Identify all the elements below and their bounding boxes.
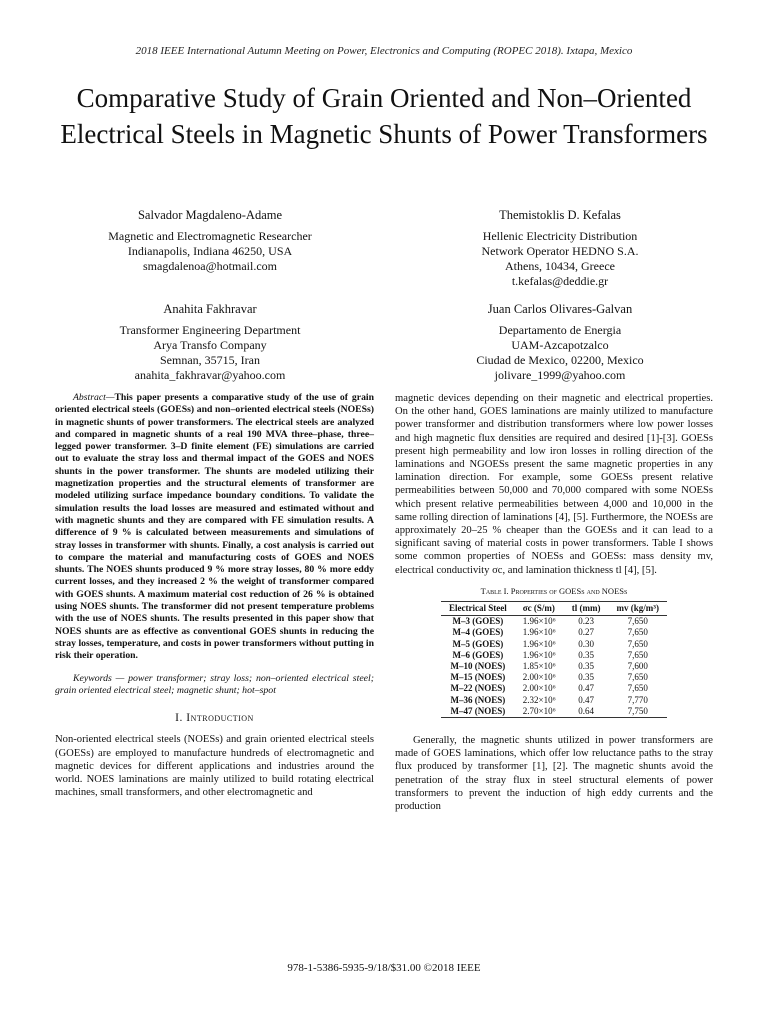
author-affiliation: Network Operator HEDNO S.A.	[481, 244, 639, 258]
intro-paragraph: Non-oriented electrical steels (NOESs) and grain oriented electrical steels (GOESs) are employed to manufacture hundreds of electromagnetic and magnetic devices for different applications and industries around the world. NOES laminations are mainly utilized to build rotating electrical machines, small transformers, and other electromagnetic and	[55, 734, 374, 799]
table-cell: M–3 (GOES)	[452, 616, 504, 627]
author-address: Semnan, 35715, Iran	[160, 353, 260, 367]
table-cell: 0.47	[578, 694, 594, 705]
table-cell: 0.30	[578, 638, 594, 649]
author-email: jolivare_1999@yahoo.com	[494, 368, 626, 382]
table-cell: 1.96×10⁶	[522, 638, 556, 649]
table-row	[441, 627, 667, 638]
author-address: Athens, 10434, Greece	[505, 259, 615, 273]
left-column	[55, 392, 374, 799]
column-header: Electrical Steel	[441, 602, 515, 616]
author-affiliation: Transformer Engineering Department	[119, 323, 301, 337]
table-row	[441, 616, 667, 628]
table-row	[441, 661, 667, 672]
author-affiliation: Hellenic Electricity Distribution	[482, 229, 638, 243]
table-cell: 1.85×10⁶	[522, 661, 556, 672]
table-cell: M–5 (GOES)	[452, 638, 504, 649]
author-block	[60, 208, 360, 274]
section-heading: I. Introduction	[175, 712, 254, 725]
table-cell: 1.96×10⁶	[522, 616, 556, 627]
table-cell: M–47 (NOES)	[441, 706, 515, 718]
table-cell: 0.23	[578, 616, 594, 627]
table-cell: 7,650	[627, 627, 648, 638]
author-name: Themistoklis D. Kefalas	[499, 208, 621, 222]
keywords: Keywords — power transformer; stray loss; non–oriented electrical steel; grain oriented electrical steel; magnetic shunt; hot–spot	[55, 672, 374, 696]
conference-header: 2018 IEEE International Autumn Meeting on Power, Electronics and Computing (ROPEC 2018). Ixtapa, Mexico	[135, 45, 633, 57]
table-cell: 0.64	[564, 706, 609, 718]
table-row	[441, 672, 667, 683]
table-cell: 7,650	[627, 638, 648, 649]
table-cell: 0.35	[578, 661, 594, 672]
table-row	[441, 639, 667, 650]
table-cell: M–10 (NOES)	[450, 661, 506, 672]
table-cell: M–36 (NOES)	[450, 694, 506, 705]
author-email: t.kefalas@deddie.gr	[511, 274, 609, 288]
table-cell: 2.00×10⁶	[522, 683, 556, 694]
author-block	[410, 208, 710, 289]
abstract	[55, 392, 374, 663]
table-cell: 7,650	[627, 616, 648, 627]
table-cell: 1.96×10⁶	[522, 649, 556, 660]
author-name: Anahita Fakhravar	[163, 302, 257, 316]
author-block	[60, 302, 360, 383]
table-cell: 0.35	[578, 649, 594, 660]
author-affiliation: Magnetic and Electromagnetic Researcher	[108, 229, 312, 243]
column-header: tl (mm)	[564, 602, 609, 616]
table-cell: 7,600	[627, 661, 648, 672]
table-cell: 7,650	[627, 683, 648, 694]
page-footer: 978-1-5386-5935-9/18/$31.00 ©2018 IEEE	[287, 962, 481, 974]
table-row	[441, 650, 667, 661]
author-affiliation: Arya Transfo Company	[153, 338, 267, 352]
author-name: Salvador Magdaleno-Adame	[137, 208, 283, 222]
author-name: Juan Carlos Olivares-Galvan	[487, 302, 633, 316]
table-cell: 2.70×10⁶	[515, 706, 564, 718]
table-cell: 0.47	[578, 683, 594, 694]
table-cell: 1.96×10⁶	[522, 627, 556, 638]
author-address: Ciudad de Mexico, 02200, Mexico	[476, 353, 644, 367]
table-cell: M–22 (NOES)	[450, 683, 506, 694]
table-cell: 7,650	[627, 672, 648, 683]
table-row	[441, 695, 667, 706]
table-cell: M–15 (NOES)	[450, 672, 506, 683]
abstract-lead: Abstract—	[73, 392, 115, 403]
author-address: Indianapolis, Indiana 46250, USA	[127, 244, 293, 258]
table-cell: 7,650	[627, 649, 648, 660]
column-header: mv (kg/m³)	[609, 602, 667, 616]
table-cell: 7,770	[627, 694, 648, 705]
table-cell: 2.32×10⁶	[522, 694, 556, 705]
table-cell: M–6 (GOES)	[452, 649, 504, 660]
table-cell: M–4 (GOES)	[452, 627, 504, 638]
table-row	[441, 706, 667, 718]
table-row	[441, 683, 667, 694]
table-cell: 2.00×10⁶	[522, 672, 556, 683]
author-email: smagdalenoa@hotmail.com	[142, 259, 277, 273]
author-affiliation: UAM-Azcapotzalco	[511, 338, 609, 352]
properties-table	[441, 601, 667, 718]
author-affiliation: Departamento de Energia	[498, 323, 622, 337]
table-cell: 7,750	[609, 706, 667, 718]
table-cell: 0.35	[578, 672, 594, 683]
author-block	[410, 302, 710, 383]
body-paragraph: magnetic devices depending on their magnetic and electrical properties. On the other hand, GOES laminations are mainly utilized to manufacture power transformer and distribution transformers where low power losses and high magnetic flux densities are required and desired [1]-[3]. GOESs present high permeability and low iron losses in rolling direction of the laminations and NGOESs present the same magnetic properties in any lamination direction. For example, some GOESs present relative permeabilities between 50,000 and 70,000 compared with some NOESs which present relative permeabilities between 4,000 and 10,000 in the same rolling direction of laminations [4], [5]. Furthermore, the NOESs are approximately 20–25 % cheaper than the GOESs and it can lead to a significant saving of material costs in power transformers. Table I shows some common properties of NOESs and GOESs: mass density mv, electrical conductivity σc, and lamination thickness tl [4], [5].	[395, 393, 713, 576]
abstract-text: This paper presents a comparative study of the use of grain oriented electrical steels (GOESs) and non–oriented electrical steels (NOESs) in magnetic shunts of power transformers. The electrical steels are analyzed and compared in magnetic shunts of a real 190 MVA three–phase, three–legged power transformer. 3–D finite element (FE) simulations are carried out to evaluate the stray loss and thermal impact of the GOES and NOES shunts in the power transformer. The shunts are modeled utilizing their magnetization properties and the structural elements of transformer are modeled utilizing surface impedance boundary conditions. To validate the simulation results the load losses are measured and estimated without and with magnetic shunts and they are compared with FE simulation results. A difference of 9 % is calculated between measurements and simulations of stray losses in transformer with shunts. Finally, a cost analysis is carried out to compare the material and manufacturing costs of GOES and NOES shunts. The NOES shunts produced 9 % more stray losses, 80 % more eddy current losses, and they increased 2 % the weight of transformer compared with GOES shunts. A maximum material cost reduction of 26 % is obtained using NOES shunts. The transformer did not present temperature problems with the use of NOES shunts. The results presented in this paper show that NOES shunts are as effective as conventional GOES shunts in reducing the stray losses, temperature, and costs in power transformers without putting in risk their operation.	[55, 392, 374, 662]
table-cell: 0.27	[578, 627, 594, 638]
paper-title: Comparative Study of Grain Oriented and Non–Oriented Electrical Steels in Magnetic Shunts of Power Transformers	[60, 83, 708, 149]
right-column	[395, 392, 713, 813]
table-header-row	[441, 602, 667, 616]
column-header: σc (S/m)	[515, 602, 564, 616]
body-paragraph: Generally, the magnetic shunts utilized in power transformers are made of GOES laminations, which offer low reluctance paths to the stray flux produced by transformer [1], [2]. The magnetic shunts avoid the penetration of the stray flux in steel structural elements of power transformers to prevent the induction of high eddy currents and the production	[395, 735, 713, 813]
author-email: anahita_fakhravar@yahoo.com	[134, 368, 286, 382]
table-caption: Table I. Properties of GOESs and NOESs	[480, 585, 628, 596]
